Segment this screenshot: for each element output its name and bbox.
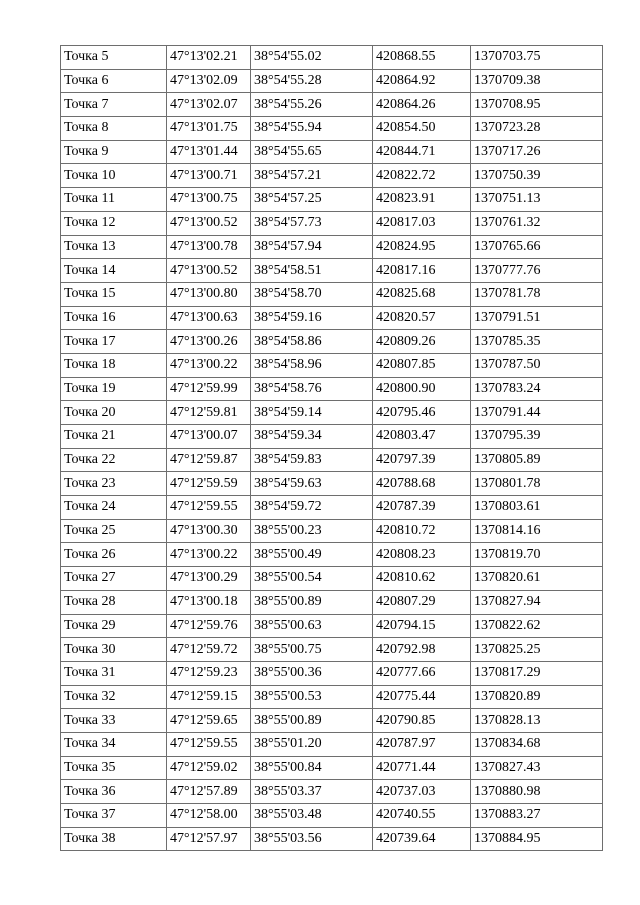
longitude-cell: 38°54'59.83 — [251, 448, 373, 472]
point-name-cell: Точка 26 — [61, 543, 167, 567]
longitude-cell: 38°55'00.89 — [251, 709, 373, 733]
longitude-cell: 38°54'59.63 — [251, 472, 373, 496]
point-name-cell: Точка 16 — [61, 306, 167, 330]
latitude-cell: 47°13'01.75 — [167, 117, 251, 141]
y-coordinate-cell: 1370884.95 — [471, 827, 603, 851]
table-row — [61, 211, 603, 235]
x-coordinate-cell: 420775.44 — [373, 685, 471, 709]
longitude-cell: 38°55'00.54 — [251, 567, 373, 591]
point-name-cell: Точка 32 — [61, 685, 167, 709]
longitude-cell: 38°55'00.23 — [251, 519, 373, 543]
table-row — [61, 543, 603, 567]
point-name-cell: Точка 5 — [61, 46, 167, 70]
x-coordinate-cell: 420739.64 — [373, 827, 471, 851]
latitude-cell: 47°12'59.99 — [167, 377, 251, 401]
y-coordinate-cell: 1370820.89 — [471, 685, 603, 709]
latitude-cell: 47°12'59.15 — [167, 685, 251, 709]
y-coordinate-cell: 1370781.78 — [471, 282, 603, 306]
point-name-cell: Точка 18 — [61, 353, 167, 377]
table-row — [61, 188, 603, 212]
x-coordinate-cell: 420790.85 — [373, 709, 471, 733]
x-coordinate-cell: 420803.47 — [373, 425, 471, 449]
x-coordinate-cell: 420740.55 — [373, 804, 471, 828]
latitude-cell: 47°12'59.76 — [167, 614, 251, 638]
x-coordinate-cell: 420787.39 — [373, 496, 471, 520]
x-coordinate-cell: 420792.98 — [373, 638, 471, 662]
table-row — [61, 827, 603, 851]
table-row — [61, 638, 603, 662]
longitude-cell: 38°54'58.86 — [251, 330, 373, 354]
latitude-cell: 47°12'59.55 — [167, 732, 251, 756]
table-row — [61, 448, 603, 472]
y-coordinate-cell: 1370814.16 — [471, 519, 603, 543]
point-name-cell: Точка 36 — [61, 780, 167, 804]
y-coordinate-cell: 1370785.35 — [471, 330, 603, 354]
point-name-cell: Точка 13 — [61, 235, 167, 259]
point-name-cell: Точка 24 — [61, 496, 167, 520]
x-coordinate-cell: 420820.57 — [373, 306, 471, 330]
x-coordinate-cell: 420822.72 — [373, 164, 471, 188]
latitude-cell: 47°13'00.52 — [167, 259, 251, 283]
point-name-cell: Точка 8 — [61, 117, 167, 141]
longitude-cell: 38°54'55.26 — [251, 93, 373, 117]
longitude-cell: 38°55'01.20 — [251, 732, 373, 756]
x-coordinate-cell: 420868.55 — [373, 46, 471, 70]
y-coordinate-cell: 1370751.13 — [471, 188, 603, 212]
table-row — [61, 614, 603, 638]
coordinates-table — [60, 45, 603, 851]
latitude-cell: 47°13'00.52 — [167, 211, 251, 235]
longitude-cell: 38°54'57.94 — [251, 235, 373, 259]
latitude-cell: 47°12'59.23 — [167, 661, 251, 685]
y-coordinate-cell: 1370805.89 — [471, 448, 603, 472]
table-row — [61, 306, 603, 330]
table-row — [61, 330, 603, 354]
y-coordinate-cell: 1370783.24 — [471, 377, 603, 401]
table-row — [61, 472, 603, 496]
latitude-cell: 47°13'00.78 — [167, 235, 251, 259]
x-coordinate-cell: 420817.16 — [373, 259, 471, 283]
table-row — [61, 259, 603, 283]
y-coordinate-cell: 1370803.61 — [471, 496, 603, 520]
table-row — [61, 164, 603, 188]
longitude-cell: 38°54'57.73 — [251, 211, 373, 235]
x-coordinate-cell: 420797.39 — [373, 448, 471, 472]
y-coordinate-cell: 1370827.43 — [471, 756, 603, 780]
y-coordinate-cell: 1370791.44 — [471, 401, 603, 425]
longitude-cell: 38°54'59.16 — [251, 306, 373, 330]
longitude-cell: 38°54'59.72 — [251, 496, 373, 520]
point-name-cell: Точка 22 — [61, 448, 167, 472]
point-name-cell: Точка 33 — [61, 709, 167, 733]
longitude-cell: 38°54'57.25 — [251, 188, 373, 212]
x-coordinate-cell: 420854.50 — [373, 117, 471, 141]
latitude-cell: 47°13'02.21 — [167, 46, 251, 70]
y-coordinate-cell: 1370765.66 — [471, 235, 603, 259]
point-name-cell: Точка 23 — [61, 472, 167, 496]
latitude-cell: 47°12'58.00 — [167, 804, 251, 828]
latitude-cell: 47°13'00.29 — [167, 567, 251, 591]
longitude-cell: 38°54'55.02 — [251, 46, 373, 70]
y-coordinate-cell: 1370817.29 — [471, 661, 603, 685]
x-coordinate-cell: 420807.29 — [373, 590, 471, 614]
longitude-cell: 38°54'55.28 — [251, 69, 373, 93]
table-row — [61, 353, 603, 377]
x-coordinate-cell: 420844.71 — [373, 140, 471, 164]
table-row — [61, 709, 603, 733]
latitude-cell: 47°13'00.75 — [167, 188, 251, 212]
point-name-cell: Точка 14 — [61, 259, 167, 283]
x-coordinate-cell: 420823.91 — [373, 188, 471, 212]
latitude-cell: 47°13'02.07 — [167, 93, 251, 117]
longitude-cell: 38°55'00.89 — [251, 590, 373, 614]
y-coordinate-cell: 1370880.98 — [471, 780, 603, 804]
point-name-cell: Точка 6 — [61, 69, 167, 93]
longitude-cell: 38°54'55.94 — [251, 117, 373, 141]
point-name-cell: Точка 27 — [61, 567, 167, 591]
x-coordinate-cell: 420787.97 — [373, 732, 471, 756]
latitude-cell: 47°13'00.80 — [167, 282, 251, 306]
latitude-cell: 47°12'59.87 — [167, 448, 251, 472]
table-row — [61, 804, 603, 828]
y-coordinate-cell: 1370883.27 — [471, 804, 603, 828]
table-row — [61, 235, 603, 259]
latitude-cell: 47°13'00.71 — [167, 164, 251, 188]
latitude-cell: 47°13'00.63 — [167, 306, 251, 330]
point-name-cell: Точка 28 — [61, 590, 167, 614]
x-coordinate-cell: 420810.62 — [373, 567, 471, 591]
latitude-cell: 47°13'00.26 — [167, 330, 251, 354]
latitude-cell: 47°12'59.55 — [167, 496, 251, 520]
table-row — [61, 590, 603, 614]
y-coordinate-cell: 1370820.61 — [471, 567, 603, 591]
longitude-cell: 38°54'59.14 — [251, 401, 373, 425]
x-coordinate-cell: 420864.26 — [373, 93, 471, 117]
coordinates-table-body — [61, 46, 603, 851]
table-row — [61, 140, 603, 164]
table-row — [61, 117, 603, 141]
x-coordinate-cell: 420824.95 — [373, 235, 471, 259]
point-name-cell: Точка 7 — [61, 93, 167, 117]
latitude-cell: 47°13'00.07 — [167, 425, 251, 449]
point-name-cell: Точка 25 — [61, 519, 167, 543]
y-coordinate-cell: 1370777.76 — [471, 259, 603, 283]
x-coordinate-cell: 420809.26 — [373, 330, 471, 354]
table-row — [61, 377, 603, 401]
y-coordinate-cell: 1370828.13 — [471, 709, 603, 733]
longitude-cell: 38°55'00.36 — [251, 661, 373, 685]
point-name-cell: Точка 30 — [61, 638, 167, 662]
x-coordinate-cell: 420800.90 — [373, 377, 471, 401]
longitude-cell: 38°55'00.75 — [251, 638, 373, 662]
latitude-cell: 47°12'59.81 — [167, 401, 251, 425]
longitude-cell: 38°55'00.53 — [251, 685, 373, 709]
table-row — [61, 425, 603, 449]
latitude-cell: 47°12'59.72 — [167, 638, 251, 662]
y-coordinate-cell: 1370819.70 — [471, 543, 603, 567]
latitude-cell: 47°12'57.89 — [167, 780, 251, 804]
latitude-cell: 47°13'00.18 — [167, 590, 251, 614]
x-coordinate-cell: 420794.15 — [373, 614, 471, 638]
y-coordinate-cell: 1370834.68 — [471, 732, 603, 756]
x-coordinate-cell: 420807.85 — [373, 353, 471, 377]
table-row — [61, 780, 603, 804]
latitude-cell: 47°12'59.59 — [167, 472, 251, 496]
latitude-cell: 47°13'00.22 — [167, 543, 251, 567]
longitude-cell: 38°54'58.70 — [251, 282, 373, 306]
table-row — [61, 756, 603, 780]
point-name-cell: Точка 9 — [61, 140, 167, 164]
x-coordinate-cell: 420788.68 — [373, 472, 471, 496]
point-name-cell: Точка 21 — [61, 425, 167, 449]
table-row — [61, 93, 603, 117]
point-name-cell: Точка 37 — [61, 804, 167, 828]
y-coordinate-cell: 1370703.75 — [471, 46, 603, 70]
y-coordinate-cell: 1370709.38 — [471, 69, 603, 93]
longitude-cell: 38°54'58.96 — [251, 353, 373, 377]
y-coordinate-cell: 1370708.95 — [471, 93, 603, 117]
latitude-cell: 47°13'02.09 — [167, 69, 251, 93]
point-name-cell: Точка 19 — [61, 377, 167, 401]
table-row — [61, 496, 603, 520]
point-name-cell: Точка 31 — [61, 661, 167, 685]
latitude-cell: 47°13'00.22 — [167, 353, 251, 377]
longitude-cell: 38°55'00.49 — [251, 543, 373, 567]
point-name-cell: Точка 34 — [61, 732, 167, 756]
longitude-cell: 38°54'57.21 — [251, 164, 373, 188]
table-row — [61, 685, 603, 709]
table-row — [61, 282, 603, 306]
longitude-cell: 38°54'58.76 — [251, 377, 373, 401]
x-coordinate-cell: 420737.03 — [373, 780, 471, 804]
x-coordinate-cell: 420817.03 — [373, 211, 471, 235]
y-coordinate-cell: 1370750.39 — [471, 164, 603, 188]
y-coordinate-cell: 1370787.50 — [471, 353, 603, 377]
point-name-cell: Точка 29 — [61, 614, 167, 638]
y-coordinate-cell: 1370723.28 — [471, 117, 603, 141]
y-coordinate-cell: 1370827.94 — [471, 590, 603, 614]
longitude-cell: 38°55'00.84 — [251, 756, 373, 780]
longitude-cell: 38°55'03.37 — [251, 780, 373, 804]
point-name-cell: Точка 15 — [61, 282, 167, 306]
latitude-cell: 47°12'57.97 — [167, 827, 251, 851]
y-coordinate-cell: 1370795.39 — [471, 425, 603, 449]
longitude-cell: 38°54'58.51 — [251, 259, 373, 283]
table-row — [61, 567, 603, 591]
point-name-cell: Точка 11 — [61, 188, 167, 212]
table-row — [61, 401, 603, 425]
y-coordinate-cell: 1370825.25 — [471, 638, 603, 662]
longitude-cell: 38°55'00.63 — [251, 614, 373, 638]
point-name-cell: Точка 10 — [61, 164, 167, 188]
x-coordinate-cell: 420795.46 — [373, 401, 471, 425]
x-coordinate-cell: 420777.66 — [373, 661, 471, 685]
point-name-cell: Точка 17 — [61, 330, 167, 354]
longitude-cell: 38°54'59.34 — [251, 425, 373, 449]
point-name-cell: Точка 12 — [61, 211, 167, 235]
point-name-cell: Точка 20 — [61, 401, 167, 425]
table-row — [61, 519, 603, 543]
latitude-cell: 47°12'59.65 — [167, 709, 251, 733]
longitude-cell: 38°54'55.65 — [251, 140, 373, 164]
point-name-cell: Точка 38 — [61, 827, 167, 851]
latitude-cell: 47°13'01.44 — [167, 140, 251, 164]
longitude-cell: 38°55'03.56 — [251, 827, 373, 851]
y-coordinate-cell: 1370822.62 — [471, 614, 603, 638]
table-row — [61, 661, 603, 685]
table-row — [61, 732, 603, 756]
latitude-cell: 47°13'00.30 — [167, 519, 251, 543]
x-coordinate-cell: 420825.68 — [373, 282, 471, 306]
y-coordinate-cell: 1370761.32 — [471, 211, 603, 235]
table-row — [61, 46, 603, 70]
y-coordinate-cell: 1370801.78 — [471, 472, 603, 496]
x-coordinate-cell: 420771.44 — [373, 756, 471, 780]
x-coordinate-cell: 420808.23 — [373, 543, 471, 567]
y-coordinate-cell: 1370717.26 — [471, 140, 603, 164]
table-row — [61, 69, 603, 93]
y-coordinate-cell: 1370791.51 — [471, 306, 603, 330]
longitude-cell: 38°55'03.48 — [251, 804, 373, 828]
x-coordinate-cell: 420864.92 — [373, 69, 471, 93]
x-coordinate-cell: 420810.72 — [373, 519, 471, 543]
latitude-cell: 47°12'59.02 — [167, 756, 251, 780]
point-name-cell: Точка 35 — [61, 756, 167, 780]
